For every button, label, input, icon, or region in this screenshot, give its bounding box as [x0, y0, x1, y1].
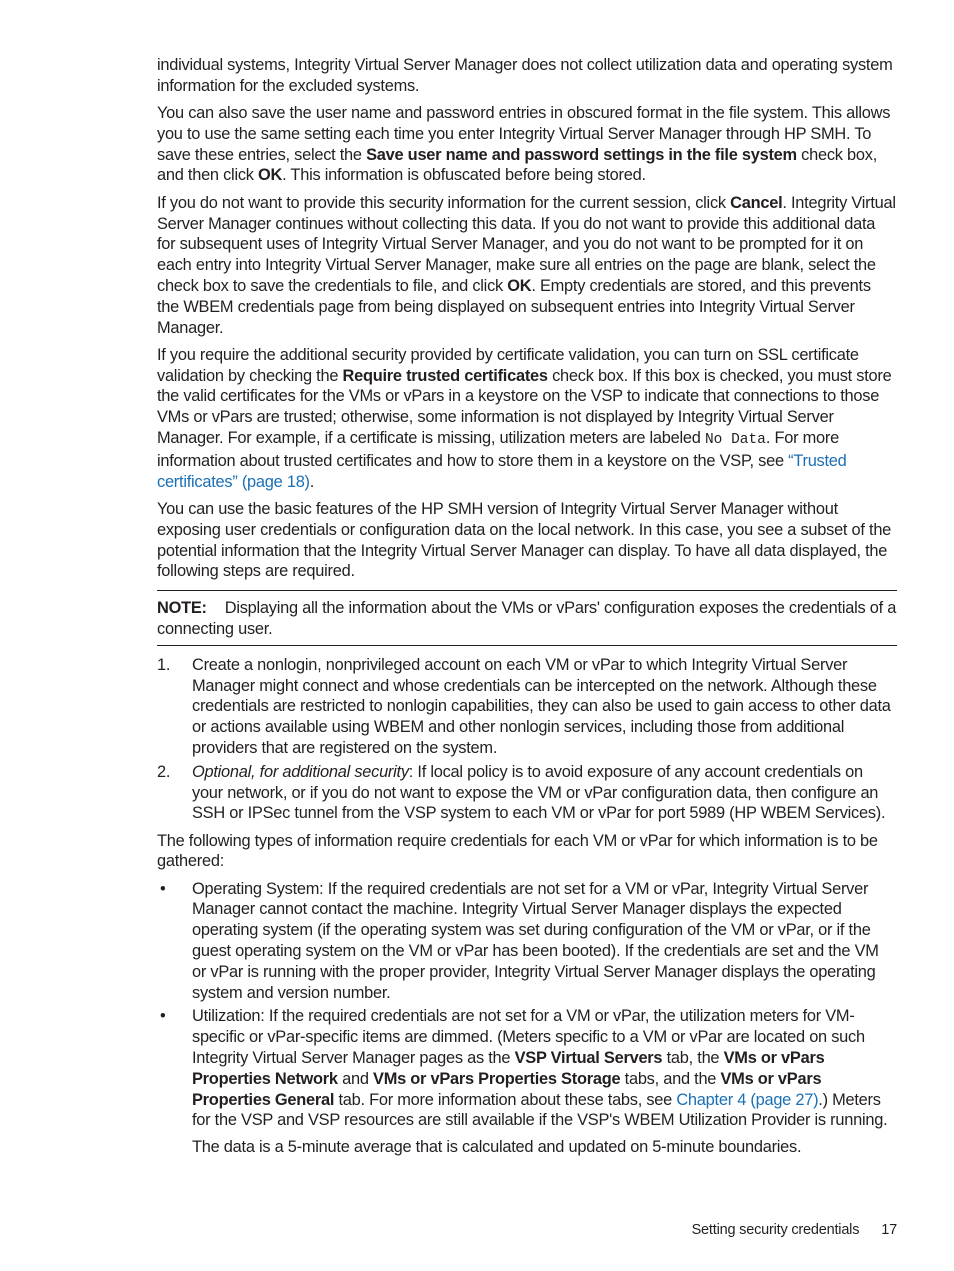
text-run: If you do not want to provide this security information for the current session, click: [157, 193, 731, 212]
note-label: NOTE:: [157, 599, 207, 618]
ui-label-ok: OK: [507, 276, 532, 295]
list-item: [157, 762, 897, 824]
ui-label-properties-general: VMs or vPars Properties General: [192, 1069, 822, 1109]
text-run: If you require the additional security provided by certificate validation, you can turn on SSL certificate validation by checking the: [157, 345, 859, 385]
text-run: Utilization: If the required credentials are not set for a VM or vPar, the utilization meters for VM-specific or vPar-specific items are dimmed. (Meters specific to a VM or vPar are located on such Integrity Virtual Server Manager pages as the: [192, 1007, 865, 1068]
link-trusted-certificates[interactable]: “Trusted certificates” (page 18): [157, 451, 847, 491]
text-run: . For more information about trusted certificates and how to store them in a keystore on the VSP, see: [157, 429, 839, 470]
text-run: check box. If this box is checked, you must store the valid certificates for the VMs or vPars in a keystore on the VSP to indicate that connections to those VMs or vPars are trusted; otherwise, some information is not displayed by Integrity Virtual Server Manager. For example, if a certificate is missing, utilization meters are labeled: [157, 366, 892, 448]
bullet-text-operating-system: Operating System: If the required credentials are not set for a VM or vPar, Integrity Virtual Server Manager cannot contact the machine. Integrity Virtual Server Manager displays the expected operating system (if the operating system was set during configuration of the VM or vPar, or if the guest operating system on the VM or vPar has been booted). If the credentials are set and the VM or vPar is running with the proper provider, Integrity Virtual Server Manager displays the operating system and version number.: [192, 879, 879, 1002]
text-run: tab, the: [662, 1049, 724, 1068]
link-chapter-4[interactable]: Chapter 4 (page 27): [676, 1090, 819, 1109]
step-text: Create a nonlogin, nonprivileged account on each VM or vPar to which Integrity Virtual Server Manager might connect and whose credentials can be intercepted on the network. Although these credentials are restricted to nonlogin capabilities, they can also be used to gain access to other data or actions available using WBEM and other nonlogin services, including those from additional providers that are registered on the system.: [192, 655, 891, 757]
step-text: : If local policy is to avoid exposure of any account credentials on your network, or if you do not want to expose the VM or vPar configuration data, then configure an SSH or IPSec tunnel from the VSP system to each VM or vPar for port 5989 (HP WBEM Services).: [192, 762, 886, 823]
list-item: [157, 1006, 897, 1158]
paragraph-basic-features: You can use the basic features of the HP SMH version of Integrity Virtual Server Manager without exposing user credentials or configuration data on the local network. In this case, you see a subset of the potential information that the Integrity Virtual Server Manager can display. To have all data displayed, the following steps are required.: [157, 499, 892, 581]
ui-label-ok: OK: [258, 166, 283, 185]
ui-label-properties-network: VMs or vPars Properties Network: [192, 1049, 825, 1088]
code-no-data: No Data: [704, 432, 766, 449]
text-run: .: [309, 472, 315, 491]
paragraph-cancel: [157, 193, 897, 339]
ui-label-vsp-virtual-servers: VSP Virtual Servers: [514, 1049, 663, 1068]
list-item: [157, 879, 897, 1004]
note-box: [157, 590, 897, 646]
text-run: . This information is obfuscated before being stored.: [282, 166, 646, 185]
info-types-list: [157, 879, 897, 1158]
text-run: tab. For more information about these tabs, see: [334, 1090, 677, 1109]
paragraph-save-credentials: [157, 103, 897, 186]
text-run: . Integrity Virtual Server Manager continues without collecting this data. If you do not want to provide this additional data for subsequent uses of Integrity Virtual Server Manager, and you do not want to be prompted for it on each entry into Integrity Virtual Server Manager, make sure all entries on the page are blank, select the check box to save the credentials to file, and click: [157, 193, 896, 295]
ui-label-cancel: Cancel: [730, 193, 783, 212]
step-number: 1.: [157, 655, 171, 674]
text-run: and: [337, 1069, 374, 1088]
page-footer: [692, 1222, 897, 1238]
footer-section-title: Setting security credentials: [691, 1222, 860, 1238]
note-text: Displaying all the information about the VMs or vPars' configuration exposes the credentials of a connecting user.: [157, 599, 897, 638]
paragraph-info-types: The following types of information require credentials for each VM or vPar for which information is to be gathered:: [157, 831, 878, 871]
bullet-marker: •: [160, 1007, 166, 1026]
paragraph-excluded-systems: individual systems, Integrity Virtual Server Manager does not collect utilization data and operating system information for the excluded systems.: [157, 56, 893, 95]
text-run: .) Meters for the VSP and VSP resources are still available if the VSP's WBEM Utilization Provider is running.: [192, 1090, 888, 1130]
steps-list: [157, 655, 897, 824]
text-run: tabs, and the: [620, 1069, 721, 1088]
ui-label-save-settings: Save user name and password settings in the file system: [366, 145, 797, 164]
bullet-text-utilization: [192, 1006, 897, 1131]
step-number: 2.: [157, 762, 171, 781]
step-italic-lead: Optional, for additional security: [192, 762, 409, 781]
paragraph-ssl-certificates: [157, 345, 897, 493]
document-body: [157, 55, 897, 1165]
text-run: check box, and then click: [157, 145, 878, 185]
page-number: 17: [881, 1222, 897, 1238]
list-item: [157, 655, 897, 759]
bullet-subparagraph: The data is a 5-minute average that is calculated and updated on 5-minute boundaries.: [192, 1138, 802, 1157]
bullet-marker: •: [160, 879, 166, 898]
text-run: You can also save the user name and password entries in obscured format in the file system. This allows you to use the same setting each time you enter Integrity Virtual Server Manager through HP SMH. To save these entries, select the: [157, 104, 891, 164]
ui-label-properties-storage: VMs or vPars Properties Storage: [373, 1069, 621, 1088]
ui-label-require-trusted: Require trusted certificates: [342, 366, 548, 385]
text-run: . Empty credentials are stored, and this prevents the WBEM credentials page from being displayed on subsequent entries into Integrity Virtual Server Manager.: [157, 276, 871, 337]
